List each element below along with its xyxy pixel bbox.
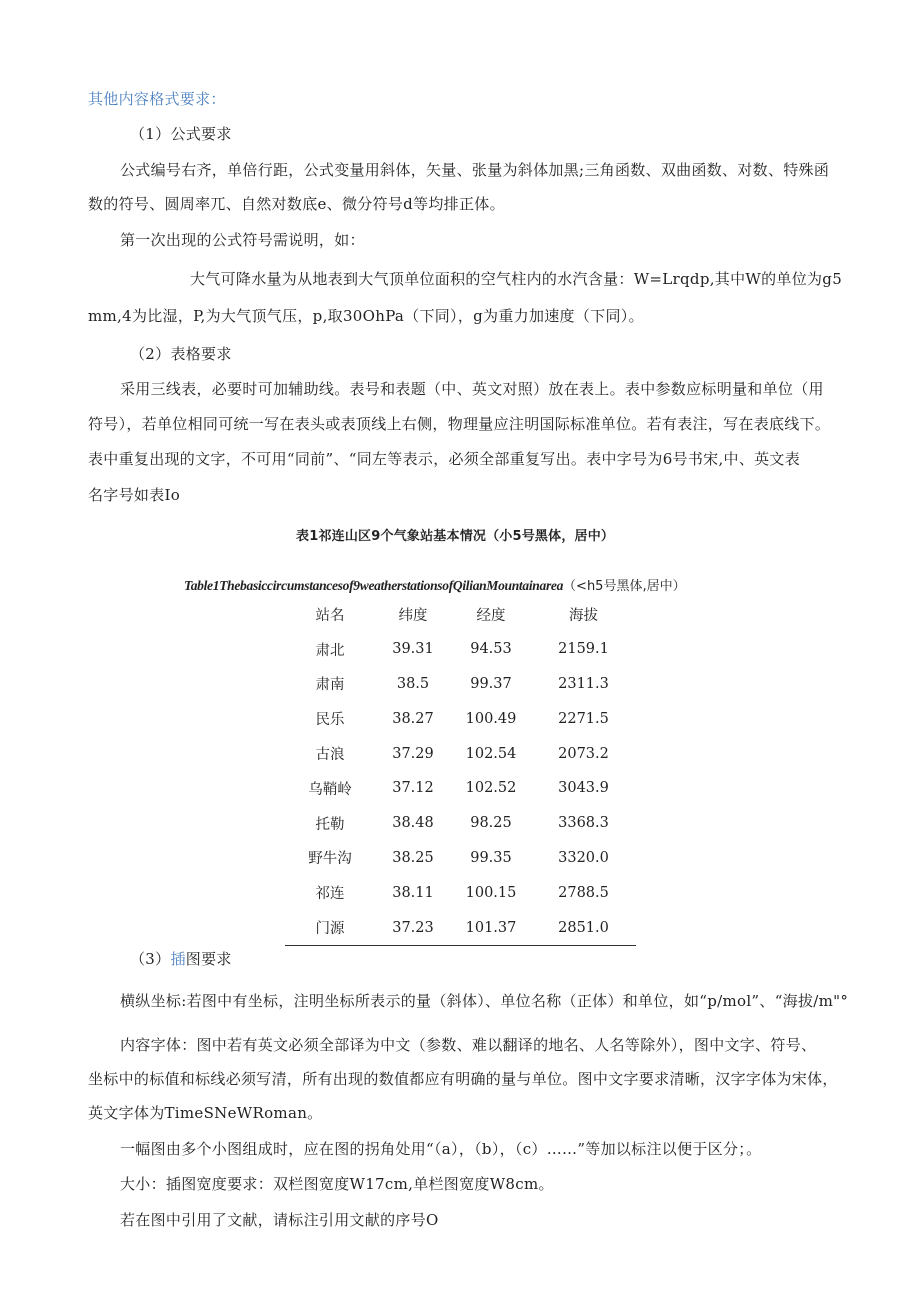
cell-station: 乌鞘岭 — [308, 781, 352, 798]
cell-station: 门源 — [285, 910, 375, 945]
section2-title: （2）表格要求 — [130, 345, 232, 363]
figure-font-line2: 坐标中的标值和标线必须写清，所有出现的数值都应有明确的量与单位。图中文字要求清晰，汉字字体为宋体， — [88, 1070, 838, 1088]
heading: 其他内容格式要求： — [88, 90, 226, 108]
section3-title-suffix: 图要求 — [185, 950, 232, 968]
cell-station: 古浪 — [315, 747, 345, 764]
header-altitude: 海拔 — [569, 607, 598, 624]
cell-longitude: 99.37 — [470, 675, 512, 692]
figure-subfig-line: 一幅图由多个小图组成时，应在图的拐角处用“（a），（b），（c）……”等加以标注以便于区分；。 — [120, 1140, 762, 1158]
section1-title: （1）公式要求 — [130, 125, 232, 143]
cell-longitude: 100.15 — [465, 884, 517, 901]
cell-station: 野牛沟 — [308, 851, 352, 868]
cell-station: 民乐 — [315, 712, 345, 729]
cell-altitude: 2311.3 — [558, 675, 609, 692]
figure-font-line3: 英文字体为TimeSNeWRoman。 — [88, 1104, 323, 1122]
section3-title-prefix: （3） — [130, 950, 171, 968]
section1-para1-line2: 数的符号、圆周率兀、自然对数底e、微分符号d等均排正体。 — [88, 195, 505, 213]
cell-longitude: 99.35 — [470, 849, 512, 866]
table-row — [285, 736, 636, 771]
section2-para-line4: 名字号如表Io — [88, 486, 181, 504]
cell-longitude: 100.49 — [465, 710, 517, 727]
cell-latitude: 37.12 — [392, 780, 434, 797]
cell-station: 祁连 — [315, 886, 345, 903]
table-row — [285, 910, 636, 945]
figure-reference-line: 若在图中引用了文献，请标注引用文献的序号O — [120, 1211, 439, 1229]
stations-table — [285, 597, 636, 946]
cell-latitude: 38.48 — [392, 815, 434, 832]
cell-station: 肃南 — [315, 677, 345, 694]
header-longitude: 经度 — [476, 607, 506, 624]
table-caption-en-text: Table1Thebasiccircumstancesof9weatherstationsofQilianMountainarea — [184, 578, 564, 593]
cell-altitude: 2271.5 — [558, 710, 609, 727]
cell-longitude: 101.37 — [451, 910, 531, 945]
cell-latitude: 38.5 — [396, 675, 430, 692]
table-row — [285, 875, 636, 910]
cell-latitude: 38.11 — [392, 884, 434, 901]
table-row — [285, 771, 636, 806]
cell-station: 托勒 — [315, 816, 345, 833]
formula-example-line1: 大气可降水量为从地表到大气顶单位面积的空气柱内的水汽含量：W=Lrqdp,其中W的单位为g5 — [190, 270, 843, 288]
figure-size-line: 大小：插图宽度要求：双栏图宽度W17cm,单栏图宽度W8cm。 — [120, 1175, 554, 1193]
cell-altitude: 2159.1 — [558, 641, 609, 658]
section2-para-line2: 符号），若单位相同可统一写在表头或表顶线上右侧，物理量应注明国际标准单位。若有表注，写在表底线下。 — [88, 415, 831, 433]
table-caption-en-tail: （<h5号黑体,居中） — [563, 579, 686, 594]
section1-para2: 第一次出现的公式符号需说明，如： — [120, 231, 365, 249]
cell-altitude: 3320.0 — [558, 849, 609, 866]
table-header-row — [285, 597, 636, 632]
cell-latitude: 37.29 — [392, 745, 434, 762]
cell-latitude: 37.23 — [375, 910, 451, 945]
cell-longitude: 102.52 — [465, 780, 517, 797]
table-row — [285, 701, 636, 736]
cell-longitude: 94.53 — [470, 641, 512, 658]
header-latitude: 纬度 — [398, 607, 428, 624]
table-caption-en — [184, 575, 686, 594]
table-row — [285, 632, 636, 667]
table-row — [285, 841, 636, 876]
cell-altitude: 2851.0 — [531, 910, 636, 945]
cell-altitude: 3043.9 — [558, 780, 609, 797]
table-row — [285, 667, 636, 702]
cell-altitude: 2788.5 — [558, 884, 609, 901]
cell-altitude: 3368.3 — [558, 815, 609, 832]
cell-longitude: 98.25 — [470, 815, 512, 832]
section2-para-line3: 表中重复出现的文字，不可用“同前”、“同左等表示，必须全部重复写出。表中字号为6号书宋,中、英文表 — [88, 450, 801, 468]
table-caption-cn: 表1祁连山区9个气象站基本情况（小5号黑体，居中） — [296, 529, 615, 544]
cell-station: 肃北 — [315, 642, 345, 659]
cell-altitude: 2073.2 — [558, 745, 609, 762]
cell-longitude: 102.54 — [465, 745, 517, 762]
formula-example-line2: mm,4为比湿，P,为大气顶气压，p,取30OhPa（下同），g为重力加速度（下同）。 — [88, 307, 644, 325]
header-station: 站名 — [315, 607, 345, 624]
figure-font-line1: 内容字体：图中若有英文必须全部译为中文（参数、难以翻译的地名、人名等除外），图中文字、符号、 — [120, 1036, 817, 1054]
cell-latitude: 39.31 — [392, 641, 434, 658]
cell-latitude: 38.27 — [392, 710, 434, 727]
cell-latitude: 38.25 — [392, 849, 434, 866]
section1-para1-line1: 公式编号右齐，单倍行距，公式变量用斜体，矢量、张量为斜体加黑;三角函数、双曲函数、对数、特殊函 — [120, 161, 830, 179]
section3-title-highlight: 插 — [170, 950, 186, 968]
section3-title — [130, 952, 232, 967]
section2-para-line1: 采用三线表，必要时可加辅助线。表号和表题（中、英文对照）放在表上。表中参数应标明量和单位（用 — [120, 380, 824, 398]
figure-axes-line: 横纵坐标:若图中有坐标，注明坐标所表示的量（斜体）、单位名称（正体）和单位，如“p/mol”、“海拔/m"° — [120, 992, 849, 1010]
table-row — [285, 806, 636, 841]
